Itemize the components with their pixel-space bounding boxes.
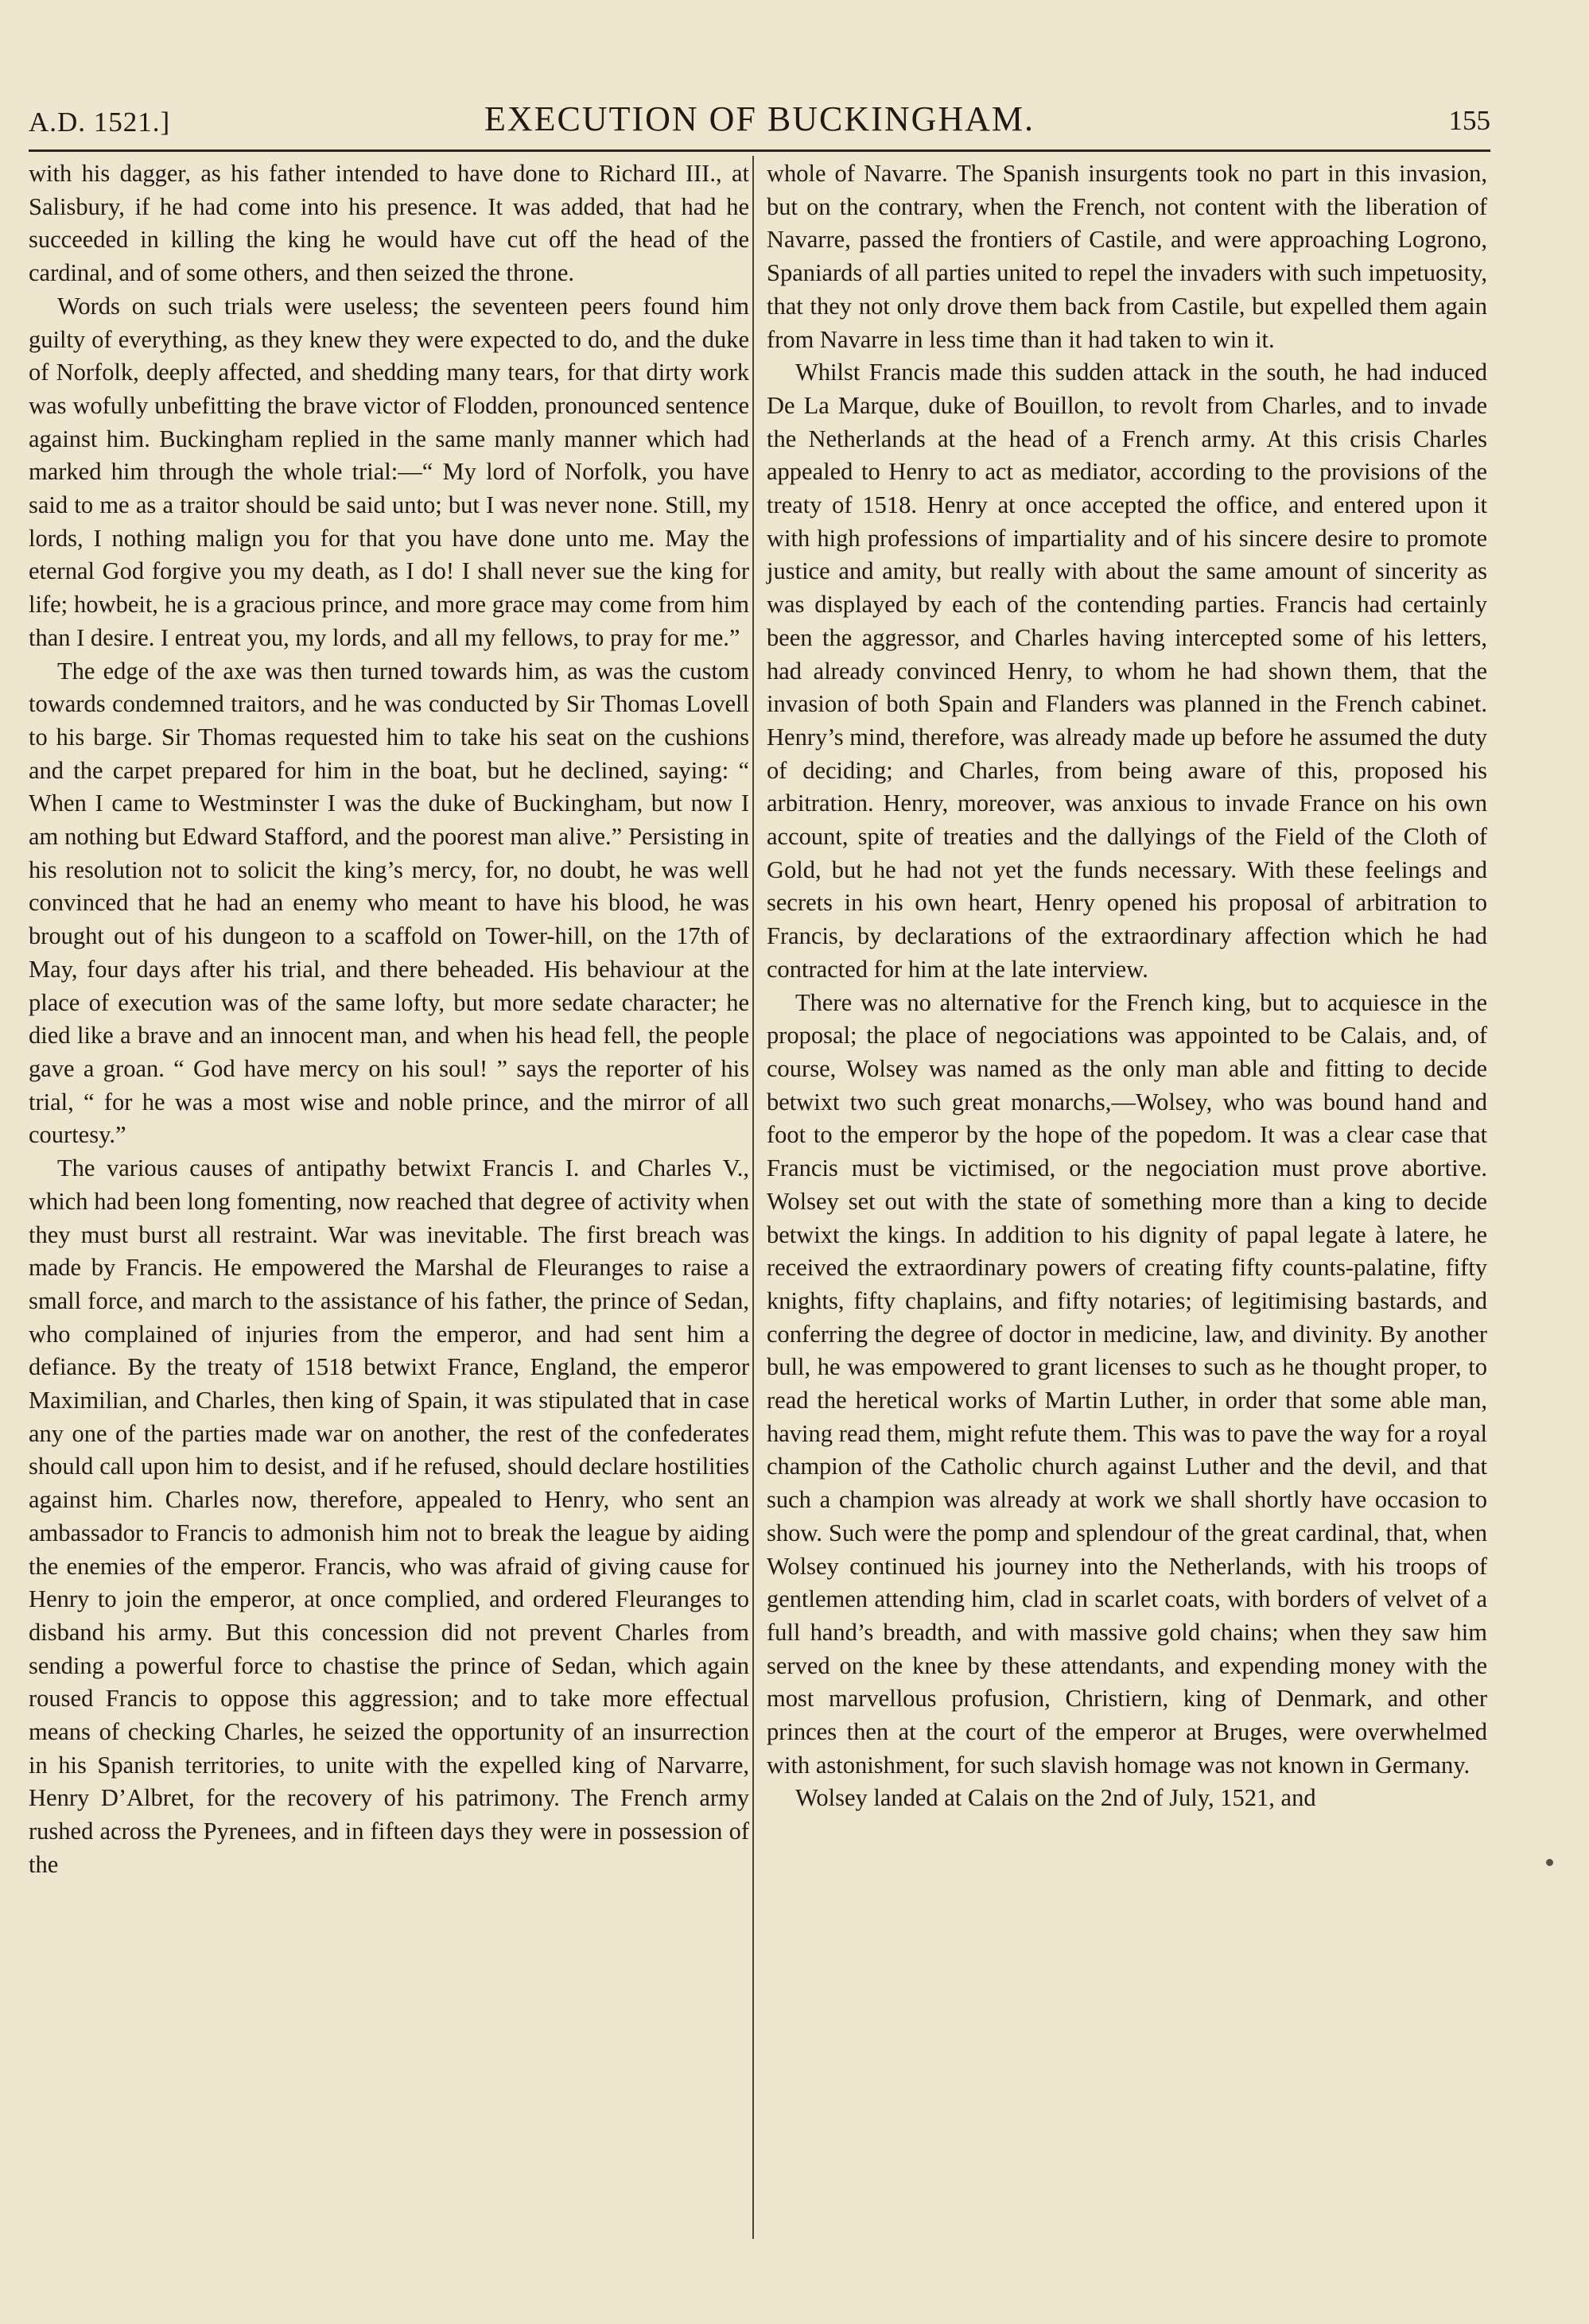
header-date: A.D. 1521.] <box>29 107 171 138</box>
right-column <box>767 157 1487 1815</box>
paragraph: Words on such trials were useless; the seventeen peers found him guilty of everything, as they knew they were expected to do, and the duke of Norfolk, deeply affected, and shedding many tears, for that dirty work was wofully unbefitting the brave victor of Flodden, pronounced sentence against him. Buckingham replied in the same manly manner which had marked him through the whole trial:—“ My lord of Norfolk, you have said to me as a traitor should be said unto; but I was never none. Still, my lords, I nothing malign you for that you have done unto me. May the eternal God forgive you my death, as I do! I shall never sue the king for life; howbeit, he is a gracious prince, and more grace may come from him than I desire. I entreat you, my lords, and all my fellows, to pray for me.” <box>29 292 749 651</box>
paragraph: The edge of the axe was then turned towards him, as was the custom towards condemned traitors, and he was conducted by Sir Thomas Lovell to his barge. Sir Thomas requested him to take his seat on the cushions and the carpet prepared for him in the boat, but he declined, saying: “ When I came to Westminster I was the duke of Buckingham, but now I am nothing but Edward Stafford, and the poorest man alive.” Persisting in his resolution not to solicit the king’s mercy, for, no doubt, he was well convinced that he had an enemy who meant to have his blood, he was brought out of his dungeon to a scaffold on Tower-hill, on the 17th of May, four days after his trial, and there beheaded. His behaviour at the place of execution was of the same lofty, but more sedate character; he died like a brave and an innocent man, and when his head fell, the people gave a groan. “ God have mercy on his soul! ” says the reporter of his trial, “ for he was a most wise and noble prince, and the mirror of all courtesy.” <box>29 657 749 1149</box>
paragraph: whole of Navarre. The Spanish insurgents took no part in this invasion, but on the contrary, when the French, not content with the liberation of Navarre, passed the frontiers of Castile, and were approaching Logrono, Spaniards of all parties united to repel the invaders with such impetuosity, that they not only drove them back from Castile, but expelled them again from Navarre in less time than it had taken to win it. <box>767 160 1487 353</box>
paragraph: Whilst Francis made this sudden attack in the south, he had induced De La Marque, duke of Bouillon, to revolt from Charles, and to invade the Netherlands at the head of a French army. At this crisis Charles appealed to Henry to act as mediator, according to the provisions of the treaty of 1518. Henry at once accepted the office, and entered upon it with high professions of impartiality and of his sincere desire to promote justice and amity, but really with about the same amount of sincerity as was displayed by each of the contending parties. Francis had certainly been the aggressor, and Charles having intercepted some of his letters, had already convinced Henry, to whom he had shown them, that the invasion of both Spain and Flanders was planned in the French cabinet. Henry’s mind, therefore, was already made up before he assumed the duty of deciding; and Charles, from being aware of this, proposed his arbitration. Henry, moreover, was anxious to invade France on his own account, spite of treaties and the dallyings of the Field of the Cloth of Gold, but he had not yet the funds necessary. With these feelings and secrets in his own heart, Henry opened his proposal of arbitration to Francis, by declarations of the extraordinary affection which he had contracted for him at the late interview. <box>767 359 1487 983</box>
paragraph: The various causes of antipathy betwixt Francis I. and Charles V., which had been long fomenting, now reached that degree of activity when they must burst all restraint. War was inevitable. The first breach was made by Francis. He empowered the Marshal de Fleuranges to raise a small force, and march to the assistance of his father, the prince of Sedan, who complained of injuries from the emperor, and had sent him a defiance. By the treaty of 1518 betwixt France, England, the emperor Maximilian, and Charles, then king of Spain, it was stipulated that in case any one of the parties made war on another, the rest of the confederates should call upon him to desist, and if he refused, should declare hostilities against him. Charles now, therefore, appealed to Henry, who sent an ambassador to Francis to admonish him not to break the league by aiding the enemies of the emperor. Francis, who was afraid of giving cause for Henry to join the emperor, at once complied, and ordered Fleuranges to disband his army. But this concession did not prevent Charles from sending a powerful force to chastise the prince of Sedan, which again roused Francis to oppose this aggression; and to take more effectual means of checking Charles, he seized the opportunity of an insurrection in his Spanish territories, to unite with the expelled king of Narvarre, Henry D’Albret, for the recovery of his patrimony. The French army rushed across the Pyrenees, and in fifteen days they were in possession of the <box>29 1154 749 1878</box>
ink-speck <box>1546 1859 1553 1866</box>
paragraph: There was no alternative for the French king, but to acquiesce in the proposal; the place of negociations was appointed to be Calais, and, of course, Wolsey was named as the only man able and fitting to decide betwixt two such great monarchs,—Wolsey, who was bound hand and foot to the emperor by the hope of the popedom. It was a clear case that Francis must be victimised, or the negociation must prove abortive. Wolsey set out with the state of something more than a king to decide betwixt the kings. In addition to his dignity of papal legate à latere, he received the extraordinary powers of creating fifty counts-palatine, fifty knights, fifty chaplains, and fifty notaries; of legitimising bastards, and conferring the degree of doctor in medicine, law, and divinity. By another bull, he was empowered to grant licenses to such as he thought proper, to read the heretical works of Martin Luther, in order that some able man, having read them, might refute them. This was to pave the way for a royal champion of the Catholic church against Luther and the devil, and that such a champion was already at work we shall shortly have occasion to show. Such were the pomp and splendour of the great cardinal, that, when Wolsey continued his journey into the Netherlands, with his troops of gentlemen attending him, clad in scarlet coats, with borders of velvet of a full hand’s breadth, and with massive gold chains; when they saw him served on the knee by these attendants, and expending money with the most marvellous profusion, Christiern, king of Denmark, and other princes then at the court of the emperor at Bruges, were overwhelmed with astonishment, for such slavish homage was not known in Germany. <box>767 988 1487 1779</box>
left-column <box>29 157 749 1882</box>
paragraph: with his dagger, as his father intended to have done to Richard III., at Salisbury, if he had come into his presence. It was added, that had he succeeded in killing the king he would have cut off the head of the cardinal, and of some others, and then seized the throne. <box>29 160 749 287</box>
column-divider <box>752 156 754 2239</box>
header-rule <box>29 149 1490 152</box>
paragraph: Wolsey landed at Calais on the 2nd of July, 1521, and <box>795 1784 1316 1812</box>
header-title: EXECUTION OF BUCKINGHAM. <box>484 99 1035 138</box>
page-number: 155 <box>1448 105 1490 136</box>
running-header <box>29 89 1490 146</box>
